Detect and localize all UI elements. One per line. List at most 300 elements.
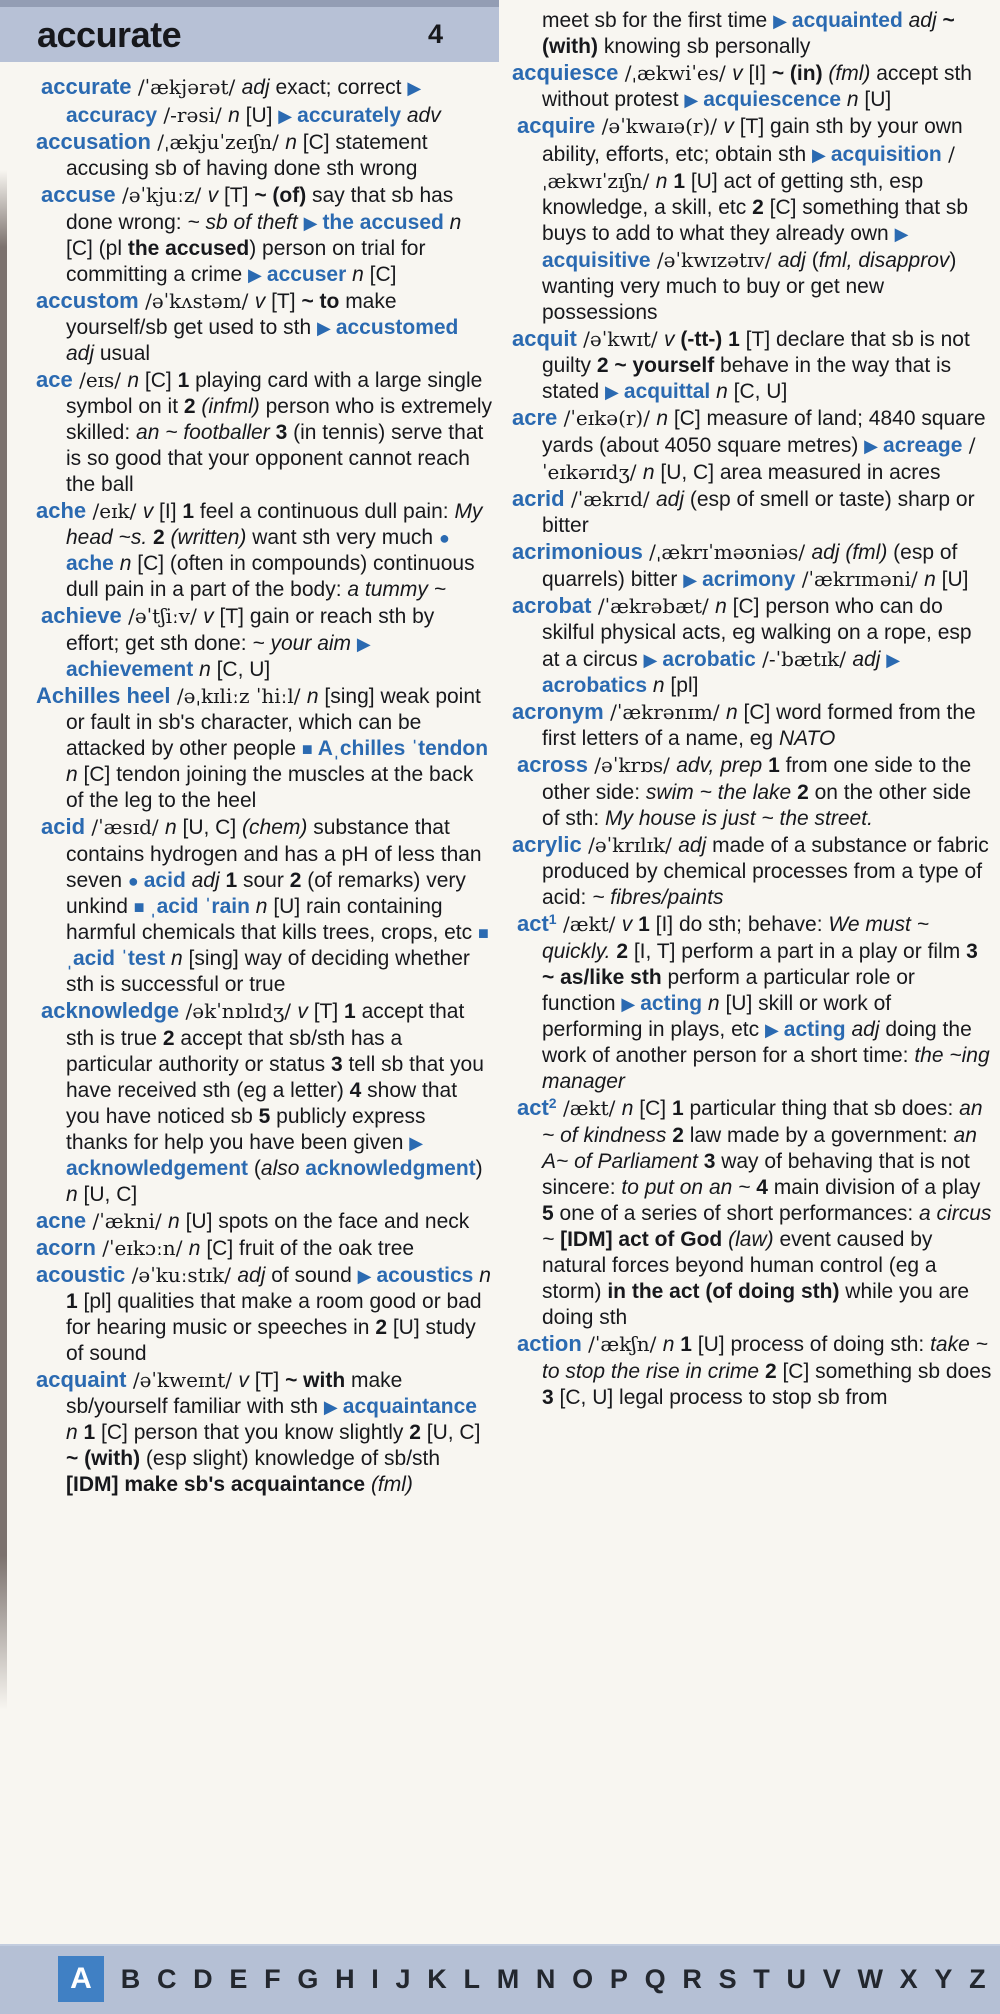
derived-word: acid bbox=[143, 869, 186, 892]
phonetic: /-rəsi/ bbox=[157, 103, 229, 127]
derived-word: acting bbox=[640, 992, 703, 1015]
bold-text: 1 bbox=[182, 500, 195, 523]
bold-text: 1 bbox=[728, 328, 740, 351]
definition-text: (esp of smell or taste) sharp or bitter bbox=[542, 488, 975, 537]
italic-text: swim ~ the lake bbox=[645, 781, 792, 804]
pos-label: n bbox=[656, 407, 669, 430]
definition-text: [C] person who can do skilful physical acts, eg walking on a rope, esp at a circus bbox=[542, 595, 972, 671]
bold-text: 1 bbox=[225, 869, 238, 892]
phonetic: /əˈkʌstəm/ bbox=[138, 289, 255, 313]
definition-text: behave in the way that is stated bbox=[542, 354, 952, 403]
pos-label: v bbox=[238, 1369, 249, 1392]
pos-label: n bbox=[449, 211, 462, 234]
definition-text: [C, U] legal process to stop sb from bbox=[553, 1386, 888, 1409]
definition-text: [U, C] bbox=[176, 816, 243, 839]
alphabet-letter-i[interactable]: I bbox=[371, 1963, 379, 1994]
alphabet-letter-n[interactable]: N bbox=[535, 1963, 556, 1994]
bold-text: 1 bbox=[344, 1000, 356, 1023]
pos-label: n bbox=[119, 552, 132, 575]
definition-text: person who is extremely skilled: bbox=[66, 395, 492, 444]
alphabet-letter-u[interactable]: U bbox=[786, 1963, 807, 1994]
pos-label: n bbox=[642, 461, 655, 484]
definition-text: [I] bbox=[742, 62, 772, 85]
bold-text: ~ (of) bbox=[254, 184, 307, 207]
page-top-edge bbox=[0, 0, 499, 7]
phonetic: /ˈækrɪməni/ bbox=[795, 567, 925, 591]
pos-label: v bbox=[142, 500, 154, 523]
definition-text: meet sb for the first time bbox=[542, 9, 774, 32]
entry-acronym bbox=[512, 699, 994, 752]
phonetic: /əˈkjuːz/ bbox=[115, 183, 208, 207]
pos-label: v bbox=[664, 328, 675, 351]
derived-word: acrobatic bbox=[662, 648, 756, 671]
page-header bbox=[0, 7, 499, 62]
marker-icon: ■ bbox=[133, 897, 150, 917]
headword: accustom bbox=[36, 288, 139, 313]
bold-text: ~ (with) bbox=[542, 9, 955, 58]
pos-label: n bbox=[662, 1333, 675, 1356]
bold-text: 2 bbox=[596, 354, 609, 377]
definition-text: [U] spots on the face and neck bbox=[179, 1210, 470, 1233]
alphabet-letter-t[interactable]: T bbox=[753, 1963, 770, 1994]
italic-text: My head ~s. bbox=[66, 500, 483, 549]
phonetic: /ˈækrənɪm/ bbox=[603, 700, 726, 724]
alphabet-letter-f[interactable]: F bbox=[264, 1963, 281, 1994]
phonetic: /əkˈnɒlɪdʒ/ bbox=[179, 999, 298, 1023]
definition-text: [C] word formed from the first letters of a name, eg bbox=[542, 701, 976, 750]
definition-text: perform a particular role or function bbox=[542, 966, 915, 1015]
definition-text: sour bbox=[237, 869, 290, 892]
alphabet-letter-y[interactable]: Y bbox=[934, 1963, 953, 1994]
derived-word: acrobatics bbox=[542, 674, 648, 697]
italic-text: ~ sb of theft bbox=[187, 211, 298, 234]
definition-text: [C] fruit of the oak tree bbox=[200, 1237, 415, 1260]
italic-text: NATO bbox=[778, 727, 836, 750]
phonetic: /eɪs/ bbox=[72, 368, 128, 392]
marker-icon: ▶ bbox=[886, 650, 901, 670]
pos-label: n bbox=[352, 263, 364, 286]
bold-text: ~ (with) bbox=[66, 1447, 141, 1470]
marker-icon: ▶ bbox=[248, 265, 267, 285]
pos-label: adj bbox=[241, 76, 270, 99]
headword: acre bbox=[512, 405, 558, 430]
bold-text: [IDM] make sb's acquaintance bbox=[66, 1473, 366, 1496]
definition-text: [C] (pl bbox=[66, 237, 128, 260]
definition-text: [C] something that sb buys to add to what they already own bbox=[542, 196, 969, 245]
entry-acquaint bbox=[36, 1367, 492, 1498]
definition-text: want sth very much bbox=[246, 526, 439, 549]
definition-text: [C] measure of land; 4840 square yards (about 4050 square metres) bbox=[542, 407, 986, 457]
phonetic: /əˈtʃiːv/ bbox=[121, 604, 204, 628]
definition-text: [I] bbox=[153, 500, 183, 523]
definition-text: [T] gain sth by your own ability, efforts, etc; obtain sth bbox=[542, 115, 963, 166]
entry-action bbox=[512, 1331, 994, 1411]
definition-text: way of behaving that is not sincere: bbox=[542, 1150, 970, 1199]
alphabet-letter-e[interactable]: E bbox=[229, 1963, 248, 1994]
entry-acorn bbox=[36, 1235, 492, 1262]
marker-icon: ▶ bbox=[316, 318, 336, 338]
alphabet-letter-w[interactable]: W bbox=[857, 1963, 883, 1994]
definition-text: on the other side of sth: bbox=[542, 781, 972, 830]
headword: acrylic bbox=[512, 832, 582, 857]
headword: accusation bbox=[36, 129, 151, 154]
definition-text: [C] something sb does bbox=[776, 1360, 992, 1383]
bold-text: 2 bbox=[616, 940, 628, 963]
phonetic: /əˈkwaɪə(r)/ bbox=[595, 114, 724, 138]
headword: acrobat bbox=[512, 593, 592, 618]
derived-word: ˌacid ˈtest bbox=[66, 947, 166, 970]
italic-text: a tummy ~ bbox=[347, 578, 446, 601]
pos-label: adj bbox=[902, 9, 937, 32]
definition-text: [C] tendon joining the muscles at the back of the leg to the heel bbox=[66, 763, 474, 812]
pos-label: adj bbox=[777, 249, 806, 272]
marker-icon: ■ bbox=[477, 923, 489, 943]
bold-text: 1 bbox=[673, 170, 685, 193]
phonetic: /ˈækʃn/ bbox=[581, 1332, 663, 1356]
bold-text: ~ as/like sth bbox=[542, 966, 662, 989]
derived-word: ache bbox=[66, 552, 114, 575]
homograph-number: 2 bbox=[548, 1095, 557, 1111]
definition-text: [T] bbox=[265, 290, 302, 313]
alphabet-letter-o[interactable]: O bbox=[572, 1963, 594, 1994]
pos-label: n bbox=[255, 895, 268, 918]
definition-text: say that sb has done wrong: bbox=[66, 184, 454, 234]
definition-text: accept that sb/sth has a particular authority or status bbox=[66, 1027, 403, 1076]
alphabet-letter-k[interactable]: K bbox=[427, 1963, 447, 1994]
bold-text: 2 bbox=[764, 1360, 777, 1383]
definition-text: [C] bbox=[139, 369, 178, 392]
marker-icon: ▶ bbox=[773, 11, 792, 31]
marker-icon: ▶ bbox=[407, 78, 422, 98]
derived-word: acrimony bbox=[702, 568, 796, 591]
definition-text: accept sth without protest bbox=[542, 62, 972, 111]
definition-text: publicly express thanks for help you have been given bbox=[66, 1105, 426, 1154]
italic-text: an ~ of kindness bbox=[542, 1097, 983, 1147]
bold-text: 5 bbox=[542, 1202, 554, 1225]
definition-text: [U, C] bbox=[420, 1421, 481, 1444]
definition-text: while you are doing sth bbox=[542, 1280, 970, 1329]
marker-icon: ▶ bbox=[409, 1133, 424, 1153]
marker-icon: ▶ bbox=[894, 224, 909, 244]
entry-accusation bbox=[36, 129, 492, 182]
italic-text: ~ fibres/paints bbox=[592, 886, 724, 909]
derived-word: acquisitive bbox=[542, 249, 651, 272]
homograph-number: 1 bbox=[548, 911, 557, 927]
alphabet-letter-c[interactable]: C bbox=[156, 1963, 177, 1994]
definition-text: ( bbox=[805, 249, 819, 272]
headword: acronym bbox=[512, 699, 604, 724]
italic-text: (fml) bbox=[828, 62, 871, 85]
phonetic: /ˌækrɪˈməʊniəs/ bbox=[642, 540, 812, 564]
derived-word: accurately bbox=[297, 104, 402, 127]
definition-text: ( bbox=[248, 1157, 261, 1180]
entry-acoustic bbox=[36, 1262, 492, 1367]
pos-label: n bbox=[652, 674, 665, 697]
definition-text: (esp of quarrels) bitter bbox=[542, 541, 958, 591]
bold-text: 3 bbox=[703, 1150, 716, 1173]
italic-text: fml, disapprov bbox=[818, 249, 950, 272]
definition-text: [C, U] bbox=[727, 380, 788, 403]
definition-text: made of a substance or fabric produced by chemical processes from a type of acid: bbox=[542, 834, 989, 909]
alphabet-letter-b[interactable]: B bbox=[120, 1963, 141, 1994]
pos-label: v bbox=[254, 290, 266, 313]
derived-word: acquainted bbox=[791, 9, 903, 32]
definition-text: accept that sth is true bbox=[66, 1000, 465, 1050]
definition-text: [C] bbox=[363, 263, 397, 286]
headword: ace bbox=[36, 367, 73, 392]
bold-text: 4 bbox=[349, 1079, 362, 1102]
headword: acne bbox=[36, 1208, 87, 1233]
definition-text: substance that contains hydrogen and has a pH of less than seven bbox=[66, 816, 482, 892]
bold-text: 3 bbox=[966, 940, 978, 963]
pos-label: v bbox=[732, 62, 743, 85]
bold-text: ~ yourself bbox=[614, 354, 715, 377]
derived-word: acquiescence bbox=[703, 88, 842, 111]
pos-label: v bbox=[621, 913, 633, 936]
headword: Achilles heel bbox=[36, 683, 171, 708]
marker-icon: ▶ bbox=[303, 213, 323, 233]
definition-text: [U] process of doing sth: bbox=[691, 1333, 931, 1356]
entry-acrimonious bbox=[512, 539, 994, 593]
entry-acknowledge bbox=[36, 998, 492, 1208]
italic-text: ~ your aim bbox=[252, 632, 352, 655]
definition-text: ) wanting very much to buy or get new possessions bbox=[542, 249, 957, 324]
headword: acid bbox=[41, 814, 86, 839]
definition-text: [T] bbox=[218, 184, 255, 207]
alphabet-letter-x[interactable]: X bbox=[899, 1963, 918, 1994]
headword: across bbox=[517, 752, 588, 777]
italic-text: an A~ of Parliament bbox=[542, 1124, 977, 1173]
phonetic: /ˈeɪkərɪdʒ/ bbox=[542, 433, 976, 484]
headword: acquaint bbox=[36, 1367, 127, 1392]
dictionary-column-left bbox=[36, 74, 492, 1938]
alphabet-letter-j[interactable]: J bbox=[395, 1963, 411, 1994]
alphabet-letter-m[interactable]: M bbox=[496, 1963, 520, 1994]
definition-text: usual bbox=[94, 342, 151, 365]
bold-text: 4 bbox=[756, 1176, 768, 1199]
italic-text: also bbox=[260, 1157, 300, 1180]
pos-label: n bbox=[228, 104, 240, 127]
marker-icon: ▶ bbox=[323, 1397, 343, 1417]
page-number: 4 bbox=[427, 19, 443, 49]
italic-text: the ~ing manager bbox=[542, 1044, 990, 1093]
page-title: accurate bbox=[37, 13, 182, 55]
definition-text: [sing] weak point or fault in sb's character, which can be attacked by other people bbox=[66, 685, 481, 760]
definition-text: event caused by natural forces beyond human control (eg a storm) bbox=[542, 1228, 937, 1303]
pos-label: n bbox=[164, 816, 177, 839]
pos-label: adv, prep bbox=[676, 754, 763, 777]
pos-label: n bbox=[655, 170, 668, 193]
bold-text: 1 bbox=[66, 1290, 78, 1313]
derived-word: accuracy bbox=[66, 104, 158, 127]
pos-label: v bbox=[297, 1000, 308, 1023]
definition-text: [C] person that you know slightly bbox=[95, 1421, 410, 1444]
phonetic: /-ˈbætɪk/ bbox=[755, 647, 853, 671]
derived-word: accustomed bbox=[335, 316, 459, 339]
phonetic: /ˈækrɪd/ bbox=[564, 487, 656, 511]
pos-label: adj bbox=[655, 488, 684, 511]
headword: acquit bbox=[512, 326, 577, 351]
phonetic: /ˌækwɪˈzɪʃn/ bbox=[542, 142, 955, 193]
marker-icon: ▶ bbox=[643, 650, 663, 670]
derived-word: acknowledgment bbox=[305, 1157, 476, 1180]
alphabet-letter-d[interactable]: D bbox=[193, 1963, 213, 1994]
phonetic: /ˈeɪkə(r)/ bbox=[557, 406, 657, 430]
italic-text: a circus ~ bbox=[542, 1202, 992, 1251]
derived-word: acquisition bbox=[830, 143, 942, 166]
italic-text: (chem) bbox=[242, 816, 308, 839]
definition-text: (in tennis) serve that is so good that your opponent cannot reach the ball bbox=[66, 421, 484, 496]
definition-text: [sing] way of deciding whether sth is successful or true bbox=[66, 947, 470, 996]
phonetic: /ˈeɪkɔːn/ bbox=[95, 1236, 189, 1260]
pos-label: n bbox=[188, 1237, 201, 1260]
bold-text: in the act (of doing sth) bbox=[607, 1280, 840, 1303]
pos-label: n bbox=[621, 1097, 634, 1120]
pos-label: n bbox=[199, 658, 211, 681]
headword: achieve bbox=[41, 603, 122, 628]
definition-text: exact; correct bbox=[269, 76, 408, 99]
headword: acquire bbox=[517, 113, 596, 138]
pos-label: n bbox=[66, 763, 78, 786]
bold-text: 2 bbox=[153, 526, 165, 549]
italic-text: My house is just ~ the street. bbox=[605, 807, 873, 830]
alphabet-letter-q[interactable]: Q bbox=[644, 1963, 666, 1994]
alphabet-letter-p[interactable]: P bbox=[609, 1963, 628, 1994]
headword: accurate bbox=[41, 74, 132, 99]
pos-label: n bbox=[716, 380, 728, 403]
marker-icon: ● bbox=[127, 871, 144, 891]
bold-text: [IDM] act of God bbox=[560, 1228, 723, 1251]
entry-ache bbox=[36, 498, 492, 603]
marker-icon: ▶ bbox=[357, 1266, 377, 1286]
entry-achilles-heel bbox=[36, 683, 492, 814]
entry-acquaint-continued bbox=[512, 8, 994, 60]
definition-text: law made by a government: bbox=[683, 1124, 954, 1147]
entry-acrid bbox=[512, 486, 994, 539]
pos-label: adj bbox=[851, 1018, 880, 1041]
entry-act-1 bbox=[512, 911, 994, 1095]
definition-text: ) bbox=[475, 1157, 483, 1180]
headword: acorn bbox=[36, 1235, 96, 1260]
pos-label: n bbox=[285, 131, 297, 154]
headword: accuse bbox=[41, 182, 116, 207]
derived-word: acreage bbox=[883, 434, 963, 457]
alphabet-letter-l[interactable]: L bbox=[463, 1963, 480, 1994]
marker-icon: ▶ bbox=[764, 1020, 784, 1040]
definition-text: [T] gain or reach sth by effort; get sth done: bbox=[66, 605, 435, 655]
definition-text: [U] skill or work of performing in plays, etc bbox=[542, 992, 892, 1041]
alphabet-letter-a[interactable]: A bbox=[58, 1956, 104, 2002]
bold-text: 2 bbox=[672, 1124, 684, 1147]
bold-text: 1 bbox=[768, 754, 780, 777]
phonetic: /əˈkrɪlɪk/ bbox=[581, 833, 679, 857]
pos-label: n bbox=[306, 685, 319, 708]
derived-word: Aˌchilles ˈtendon bbox=[317, 737, 489, 760]
bold-text: 3 bbox=[542, 1386, 554, 1409]
derived-word: ˌacid ˈrain bbox=[149, 895, 250, 918]
phonetic: /əˈkwɪt/ bbox=[576, 327, 664, 351]
pos-label: v bbox=[723, 115, 734, 138]
definition-text: [C] (often in compounds) continuous dull pain in a part of the body: bbox=[66, 552, 475, 601]
alphabet-letter-z[interactable]: Z bbox=[969, 1963, 986, 1994]
italic-text: (law) bbox=[728, 1228, 774, 1251]
alphabet-letters bbox=[58, 1946, 986, 2012]
definition-text: [U] rain containing harmful chemicals that kills trees, crops, etc bbox=[66, 895, 478, 944]
definition-text: particular thing that sb does: bbox=[683, 1097, 960, 1120]
italic-text: (fml) bbox=[845, 541, 888, 564]
definition-text: from one side to the other side: bbox=[542, 754, 972, 804]
marker-icon: ▶ bbox=[812, 145, 831, 165]
pos-label: v bbox=[207, 184, 219, 207]
entry-acquit bbox=[512, 326, 994, 405]
italic-text: (written) bbox=[170, 526, 247, 549]
definition-text: [I, T] perform a part in a play or film bbox=[628, 940, 967, 963]
alphabet-letter-h[interactable]: H bbox=[335, 1963, 355, 1994]
marker-icon: ▶ bbox=[605, 382, 624, 402]
definition-text: tell sb that you have received sth (eg a letter) bbox=[66, 1053, 484, 1102]
headword: acknowledge bbox=[41, 998, 180, 1023]
definition-text: [U] study of sound bbox=[66, 1316, 476, 1365]
entry-acquire bbox=[512, 113, 994, 326]
entry-act-2 bbox=[512, 1095, 994, 1331]
alphabet-letter-v[interactable]: V bbox=[822, 1963, 841, 1994]
definition-text: show that you have noticed sb bbox=[66, 1079, 458, 1128]
bold-text: 1 bbox=[83, 1421, 96, 1444]
definition-text: doing the work of another person for a short time: bbox=[542, 1018, 972, 1067]
definition-text: (of remarks) very unkind bbox=[66, 869, 466, 918]
pos-label: n bbox=[171, 947, 183, 970]
phonetic: /əˈkweɪnt/ bbox=[126, 1368, 239, 1392]
bold-text: 2 bbox=[375, 1316, 388, 1339]
derived-word: acting bbox=[783, 1018, 846, 1041]
bold-text: 2 bbox=[409, 1421, 421, 1444]
pos-label: n bbox=[707, 992, 720, 1015]
headword: ache bbox=[36, 498, 87, 523]
derived-word: acquaintance bbox=[342, 1395, 477, 1418]
entry-ace bbox=[36, 367, 492, 498]
italic-text: take ~ to stop the rise in crime bbox=[542, 1333, 988, 1383]
pos-label: adj bbox=[852, 648, 881, 671]
alphabet-index-bar bbox=[0, 1944, 1000, 2014]
derived-word: acoustics bbox=[376, 1264, 474, 1287]
entry-accuse bbox=[36, 182, 492, 288]
pos-label: adv bbox=[401, 104, 441, 127]
definition-text: (esp slight) knowledge of sb/sth bbox=[140, 1447, 441, 1470]
bold-text: the accused bbox=[127, 237, 250, 260]
marker-icon: ▶ bbox=[278, 106, 298, 126]
italic-text: an ~ footballer bbox=[136, 421, 270, 444]
bold-text: ~ with bbox=[285, 1369, 346, 1392]
alphabet-letter-s[interactable]: S bbox=[718, 1963, 737, 1994]
bold-text: 1 bbox=[177, 369, 190, 392]
alphabet-letter-g[interactable]: G bbox=[297, 1963, 319, 1994]
pos-label: v bbox=[203, 605, 214, 628]
bold-text: ~ (in) bbox=[771, 62, 823, 85]
phonetic: /ˈækjərət/ bbox=[131, 75, 242, 99]
bold-text: 3 bbox=[275, 421, 288, 444]
definition-text: [I] do sth; behave: bbox=[649, 913, 829, 936]
derived-word: acquittal bbox=[623, 380, 711, 403]
alphabet-letter-r[interactable]: R bbox=[682, 1963, 702, 1994]
marker-icon: ■ bbox=[301, 739, 318, 759]
definition-text: [C] statement accusing sb of having done sth wrong bbox=[66, 131, 428, 180]
italic-text: (infml) bbox=[201, 395, 260, 418]
pos-label: n bbox=[66, 1183, 78, 1206]
pos-label: n bbox=[715, 595, 727, 618]
phonetic: /eɪk/ bbox=[86, 499, 143, 523]
definition-text: one of a series of short performances: bbox=[553, 1202, 920, 1225]
phonetic: /ækt/ bbox=[556, 1096, 622, 1120]
